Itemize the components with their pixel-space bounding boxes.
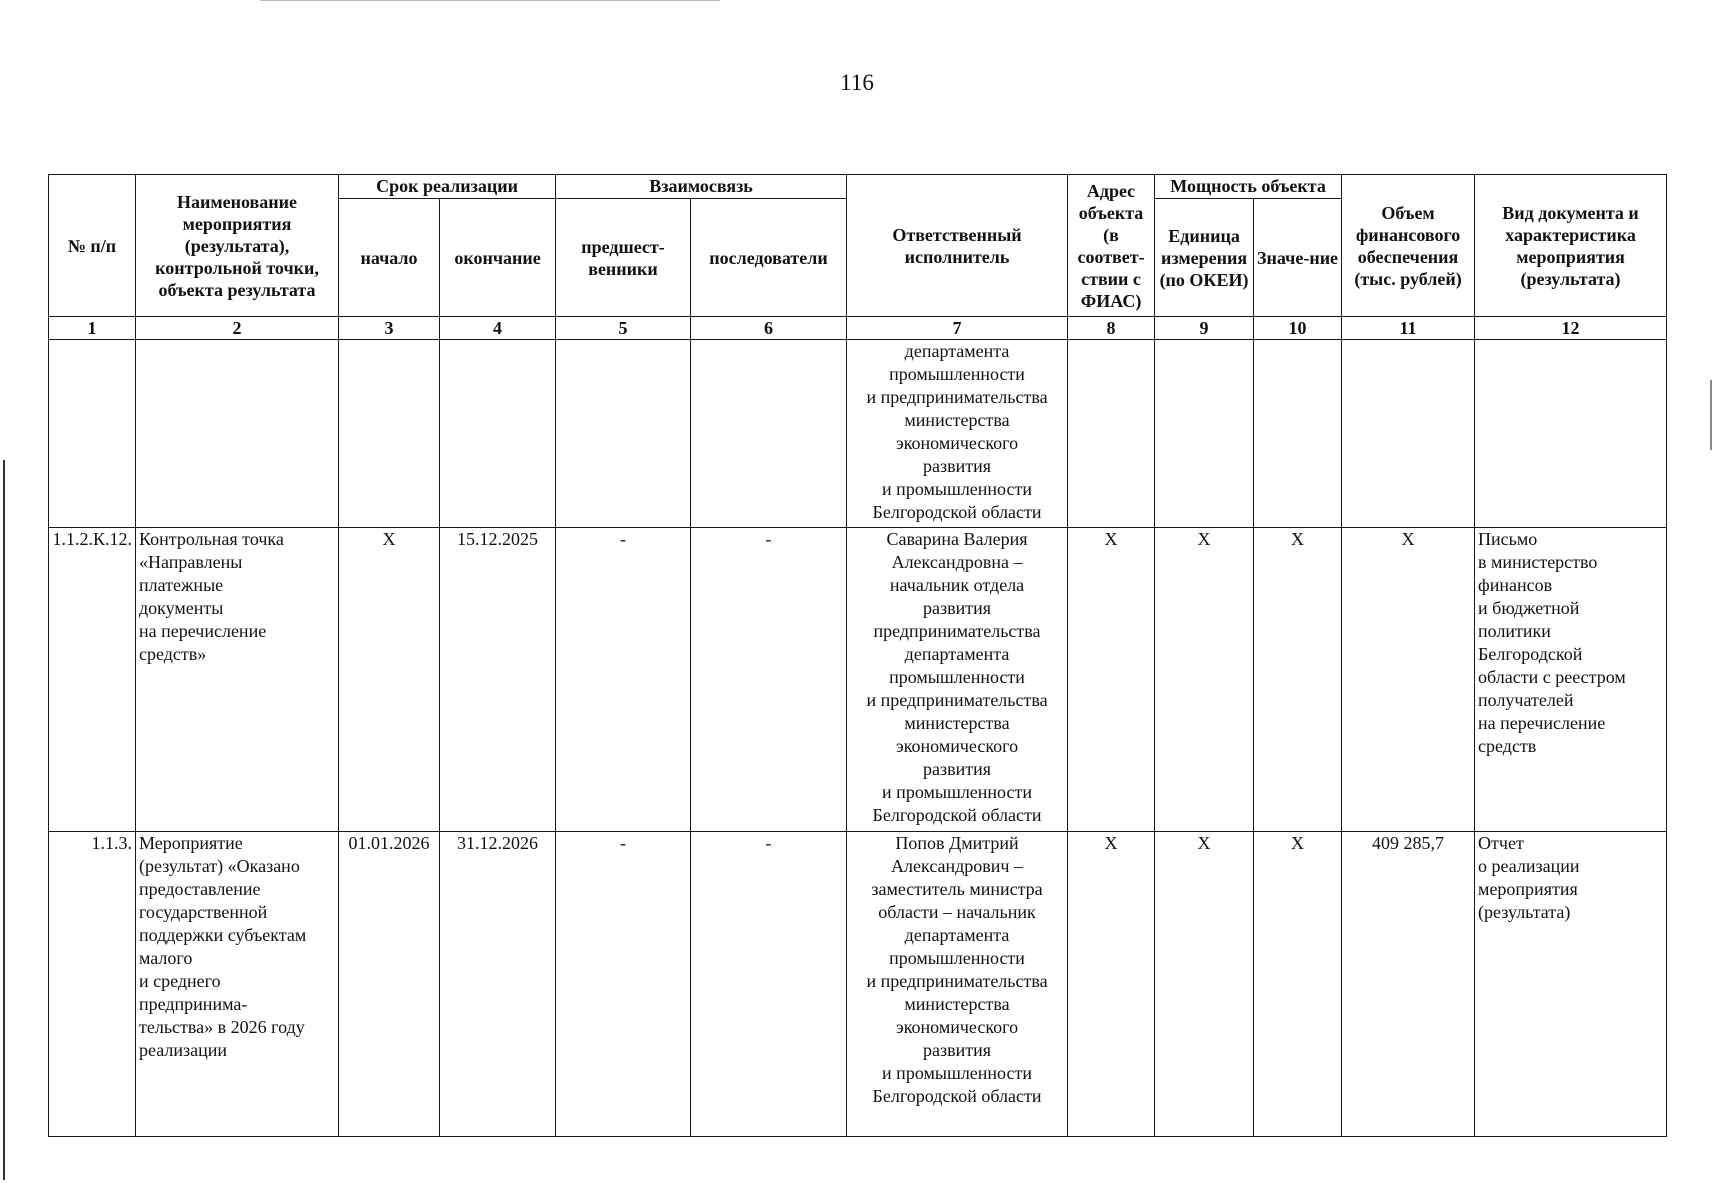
cell-unit: X: [1155, 528, 1254, 832]
cell-doc: Отчет о реализации мероприятия (результата): [1475, 832, 1667, 1137]
cell-unit: [1155, 340, 1254, 528]
cell-responsible: Попов Дмитрий Александрович – заместитель министра области – начальник департамента промышленности и предпринимательства министерства экономического развития и промышленности Белгородской области: [847, 832, 1068, 1137]
table-row: [49, 528, 1667, 832]
cell-doc: [1475, 340, 1667, 528]
cell-address: [1068, 340, 1155, 528]
header-unit: Единица измерения (по ОКЕИ): [1155, 199, 1254, 317]
cell-num: [49, 340, 136, 528]
cell-start: 01.01.2026: [339, 832, 440, 1137]
header-address: Адрес объекта (в соответ-ствии с ФИАС): [1068, 175, 1155, 317]
cell-finance: [1342, 340, 1475, 528]
cell-next: [691, 340, 847, 528]
column-number: 6: [691, 317, 847, 340]
cell-end: 15.12.2025: [440, 528, 556, 832]
cell-prev: -: [556, 528, 691, 832]
cell-doc: Письмо в министерство финансов и бюджетной политики Белгородской области с реестром получателей на перечисление средств: [1475, 528, 1667, 832]
cell-finance: X: [1342, 528, 1475, 832]
cell-address: X: [1068, 832, 1155, 1137]
header-num: № п/п: [49, 175, 136, 317]
column-number: 12: [1475, 317, 1667, 340]
column-number: 10: [1254, 317, 1342, 340]
column-number: 4: [440, 317, 556, 340]
cell-prev: -: [556, 832, 691, 1137]
cell-value: X: [1254, 528, 1342, 832]
column-number: 3: [339, 317, 440, 340]
cell-name: Контрольная точка «Направлены платежные документы на перечисление средств»: [136, 528, 339, 832]
column-number: 2: [136, 317, 339, 340]
column-number: 11: [1342, 317, 1475, 340]
plan-table: [48, 174, 1667, 1137]
cell-end: [440, 340, 556, 528]
header-responsible: Ответственный исполнитель: [847, 175, 1068, 317]
page-number: 116: [840, 70, 874, 95]
cell-finance: 409 285,7: [1342, 832, 1475, 1137]
header-name: Наименование мероприятия (результата), контрольной точки, объекта результата: [136, 175, 339, 317]
cell-value: [1254, 340, 1342, 528]
table-row: [49, 832, 1667, 1137]
cell-responsible: Саварина Валерия Александровна – начальник отдела развития предпринимательства департамента промышленности и предпринимательства министерства экономического развития и промышленности Белгородской области: [847, 528, 1068, 832]
column-number: 5: [556, 317, 691, 340]
cell-num: 1.1.3.: [49, 832, 136, 1137]
cell-start: [339, 340, 440, 528]
cell-name: Мероприятие (результат) «Оказано предоставление государственной поддержки субъектам малого и среднего предпринима- тельства» в 2026 году реализации: [136, 832, 339, 1137]
cell-responsible: департамента промышленности и предпринимательства министерства экономического развития и промышленности Белгородской области: [847, 340, 1068, 528]
header-capacity-group: Мощность объекта: [1155, 175, 1342, 199]
header-link-prev: предшест-венники: [556, 199, 691, 317]
header-value: Значе-ние: [1254, 199, 1342, 317]
cell-address: X: [1068, 528, 1155, 832]
table-row: [49, 340, 1667, 528]
cell-value: X: [1254, 832, 1342, 1137]
scan-edge-left: [3, 460, 5, 1180]
scan-edge-right: [1710, 380, 1712, 450]
column-number: 9: [1155, 317, 1254, 340]
cell-next: -: [691, 832, 847, 1137]
document-sheet: [48, 174, 1666, 1136]
cell-prev: [556, 340, 691, 528]
cell-end: 31.12.2026: [440, 832, 556, 1137]
cell-name: [136, 340, 339, 528]
column-number: 8: [1068, 317, 1155, 340]
cell-unit: X: [1155, 832, 1254, 1137]
scan-artifact-line: [260, 0, 720, 1]
header-term-start: начало: [339, 199, 440, 317]
cell-start: X: [339, 528, 440, 832]
header-term-group: Срок реализации: [339, 175, 556, 199]
header-link-next: последователи: [691, 199, 847, 317]
column-number: 7: [847, 317, 1068, 340]
cell-next: -: [691, 528, 847, 832]
cell-num: 1.1.2.К.12.: [49, 528, 136, 832]
header-term-end: окончание: [440, 199, 556, 317]
column-number: 1: [49, 317, 136, 340]
header-finance: Объем финансового обеспечения (тыс. рублей): [1342, 175, 1475, 317]
header-link-group: Взаимосвязь: [556, 175, 847, 199]
header-doc: Вид документа и характеристика мероприятия (результата): [1475, 175, 1667, 317]
